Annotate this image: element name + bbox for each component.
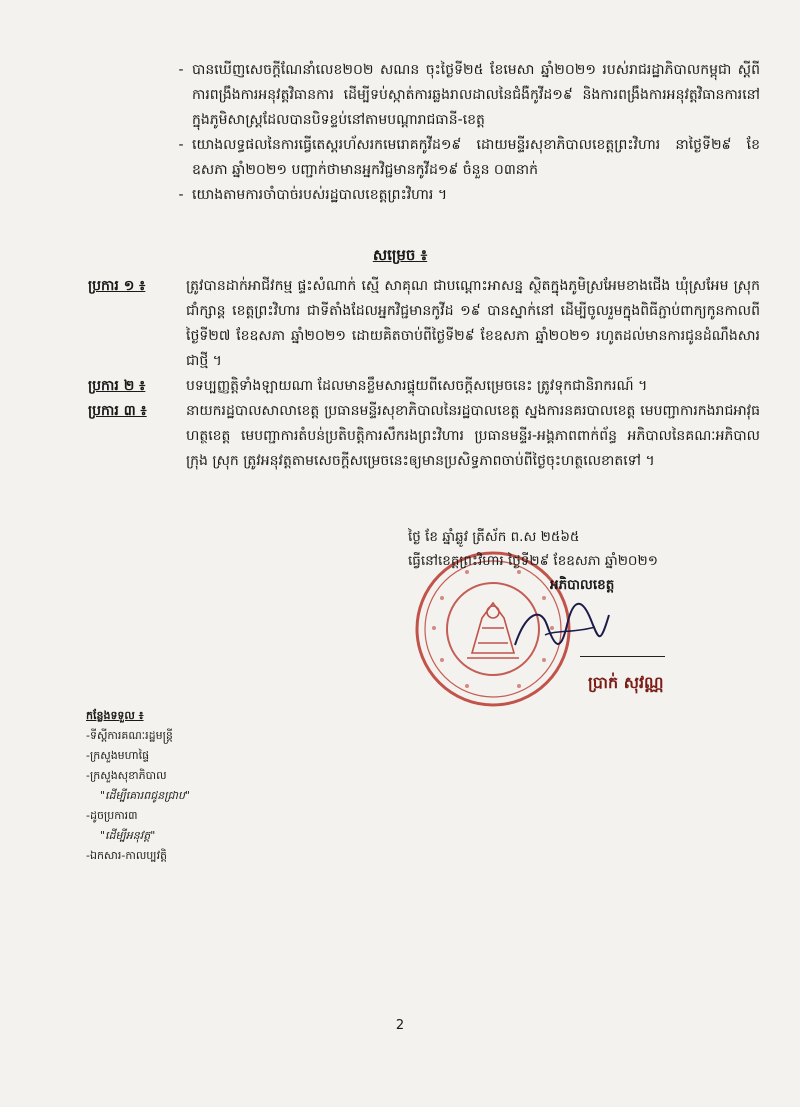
date-block [408,525,748,573]
recipient-item: -ក្រសួងសុខាភិបាល [86,769,167,782]
decision-title: សម្រេច ៖ [372,246,428,264]
article-3 [88,399,760,474]
signature [505,585,615,665]
bullet-dash: - [178,187,184,203]
recipient-item: -ក្រសួងមហាផ្ទៃ [86,749,150,762]
articles [88,274,760,474]
governor-title: អភិបាលខេត្ត [550,577,615,593]
recipients-header: កន្លែងទទួល ៖ [86,709,144,722]
recipient-note: "ដើម្បីអនុវត្ត" [100,829,156,842]
bullet-dash: - [178,137,184,153]
article-text: នាយករដ្ឋបាលសាលាខេត្ត ប្រធានមន្ទីរសុខាភិបាលនៃរដ្ឋបាលខេត្ត ស្នងការនគរបាលខេត្ត មេបញ្ជាការកងរាជអាវុធហត្ថខេត្ត មេបញ្ជាការតំបន់ប្រតិបត្តិការសឹករងព្រះវិហារ ប្រធានមន្ទីរ-អង្គភាពពាក់ព័ន្ធ អភិបាលនៃគណៈអភិបាលក្រុង ស្រុក ត្រូវអនុវត្តតាមសេចក្តីសម្រេចនេះឲ្យមានប្រសិទ្ធភាពចាប់ពីថ្ងៃចុះហត្ថលេខាតទៅ ។ [186,403,760,469]
article-label: ប្រការ ២ ៖ [88,378,146,394]
article-text: បទប្បញ្ញត្តិទាំងឡាយណា ដែលមានខ្លឹមសារផ្ទុយពីសេចក្តីសម្រេចនេះ ត្រូវទុកជានិរាករណ៍ ។ [186,378,648,394]
bullet-text: យោងតាមការចាំបាច់របស់រដ្ឋបាលខេត្តព្រះវិហារ ។ [192,187,448,203]
bullet-text: បានឃើញសេចក្តីណែនាំលេខ២០២ សណន ចុះថ្ងៃទី២៥ ខែមេសា ឆ្នាំ២០២១ របស់រាជរដ្ឋាភិបាលកម្ពុជា ស្តីពីការពង្រឹងការអនុវត្តវិធានការ ដើម្បីទប់ស្កាត់ការឆ្លងរាលដាលនៃជំងឺកូវីដ១៩ និងការពង្រឹងការអនុវត្តវិធានការនៅក្នុងភូមិសាស្ត្រដែលបានបិទខ្ទប់នៅតាមបណ្តារាជធានី-ខេត្ត [192,62,760,128]
article-text: ត្រូវបានដាក់អាជីវកម្ម ផ្ទះសំណាក់ ស្មើ សាគុណ ជាបណ្តោះអាសន្ន ស្ថិតក្នុងភូមិស្រអែមខាងជើង ឃុំស្រអែម ស្រុកជាំក្សាន្ត ខេត្តព្រះវិហារ ជាទីតាំងដែលអ្នកវិជ្ជមានកូវីដ ១៩ បានស្នាក់នៅ ដើម្បីចូលរួមក្នុងពិធីភ្ជាប់ពាក្យកូនកាលពីថ្ងៃទី២៧ ខែឧសភា ឆ្នាំ២០២១ ដោយគិតចាប់ពីថ្ងៃទី២៩ ខែឧសភា ឆ្នាំ២០២១ រហូតដល់មានការជូនដំណឹងសារជាថ្មី ។ [186,278,760,369]
page-number: 2 [395,1018,405,1033]
article-2 [88,374,760,399]
recipient-item: -ឯកសារ-កាលប្បវត្តិ [86,849,168,862]
bullet-item [170,183,760,208]
recipient-item: -ដូចប្រការ៣ [86,809,138,822]
lunar-date: ថ្ងៃ ខែ ឆ្នាំឆ្លូវ ត្រីស័ក ព.ស ២៥៦៥ [408,529,580,545]
issue-date: ធ្វើនៅខេត្តព្រះវិហារ ថ្ងៃទី២៩ ខែឧសភា ឆ្នាំ២០២១ [408,553,658,569]
recipient-note: "ដើម្បីគោរពជូនជ្រាប" [100,789,190,802]
bullet-item [170,133,760,183]
bullet-item [170,58,760,133]
signature-line [580,656,665,657]
recipients-list [86,706,190,866]
signer-name: ប្រាក់ សុវណ្ណ [588,673,664,692]
bullet-text: យោងលទ្ធផលនៃការធ្វើតេស្តរហ័សរកមេរោគកូវីដ១៩ ដោយមន្ទីរសុខាភិបាលខេត្តព្រះវិហារ នាថ្ងៃទី២៩ ខែឧសភា ឆ្នាំ២០២១ បញ្ជាក់ថាមានអ្នកវិជ្ជមានកូវីដ១៩ ចំនួន ០៣នាក់ [192,137,760,178]
recipient-item: -ទីស្តីការគណៈរដ្ឋមន្ត្រី [86,729,173,742]
article-1 [88,274,760,374]
preamble-bullets [170,58,760,208]
bullet-dash: - [178,62,184,78]
article-label: ប្រការ ១ ៖ [88,278,146,294]
article-label: ប្រការ ៣ ៖ [88,403,147,419]
